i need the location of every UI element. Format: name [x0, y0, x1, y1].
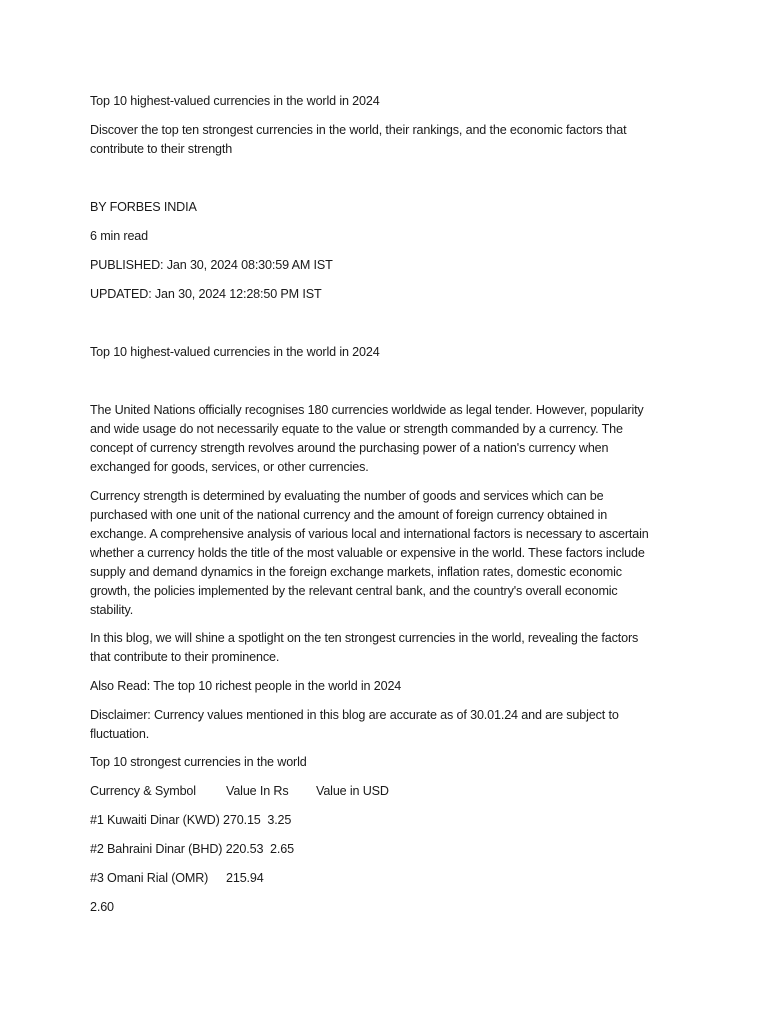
row-currency: #2 Bahraini Dinar (BHD)	[90, 842, 223, 856]
published-timestamp: PUBLISHED: Jan 30, 2024 08:30:59 AM IST	[90, 258, 333, 272]
table-title: Top 10 strongest currencies in the world	[90, 755, 307, 769]
disclaimer-line: Disclaimer: Currency values mentioned in this blog are accurate as of 30.01.24 and are subject to	[90, 708, 619, 722]
paragraph-intro	[90, 401, 670, 477]
table-overflow-value: 2.60	[90, 900, 114, 914]
updated-timestamp: UPDATED: Jan 30, 2024 12:28:50 PM IST	[90, 287, 322, 301]
byline: BY FORBES INDIA	[90, 200, 197, 214]
paragraph-line: growth, the policies implemented by the relevant central bank, and the country's overall economic	[90, 584, 618, 598]
also-read-link[interactable]: Also Read: The top 10 richest people in the world in 2024	[90, 679, 402, 693]
paragraph-line: exchange. A comprehensive analysis of various local and international factors is necessary to ascertain	[90, 527, 649, 541]
paragraph-line: Currency strength is determined by evaluating the number of goods and services which can be	[90, 489, 604, 503]
paragraph-line: exchanged for goods, services, or other currencies.	[90, 460, 369, 474]
paragraph-line: stability.	[90, 603, 134, 617]
row-value-inr: 270.15	[223, 813, 261, 827]
paragraph-line: that contribute to their prominence.	[90, 650, 280, 664]
table-row	[90, 840, 294, 859]
row-value-inr: 215.94	[226, 871, 264, 885]
row-value-usd: 2.65	[270, 842, 294, 856]
header-value-inr: Value In Rs	[226, 784, 289, 798]
article-title: Top 10 highest-valued currencies in the world in 2024	[90, 94, 380, 108]
disclaimer	[90, 706, 670, 744]
header-value-usd: Value in USD	[316, 784, 389, 798]
disclaimer-line: fluctuation.	[90, 727, 150, 741]
section-heading: Top 10 highest-valued currencies in the world in 2024	[90, 345, 380, 359]
read-time: 6 min read	[90, 229, 149, 243]
paragraph-line: In this blog, we will shine a spotlight on the ten strongest currencies in the world, revealing the factors	[90, 631, 639, 645]
paragraph-line: whether a currency holds the title of the most valuable or expensive in the world. These factors include	[90, 546, 645, 560]
paragraph-line: The United Nations officially recognises 180 currencies worldwide as legal tender. However, popularity	[90, 403, 644, 417]
paragraph-blog-intro	[90, 629, 670, 667]
article-subtitle	[90, 121, 670, 159]
table-row	[90, 869, 264, 888]
subtitle-line: Discover the top ten strongest currencies in the world, their rankings, and the economic factors that	[90, 123, 627, 137]
paragraph-line: supply and demand dynamics in the foreign exchange markets, inflation rates, domestic economic	[90, 565, 622, 579]
paragraph-line: purchased with one unit of the national currency and the amount of foreign currency obtained in	[90, 508, 608, 522]
row-currency: #1 Kuwaiti Dinar (KWD)	[90, 813, 220, 827]
paragraph-currency-strength	[90, 487, 670, 620]
row-value-inr: 220.53	[225, 842, 264, 856]
row-currency: #3 Omani Rial (OMR)	[90, 871, 209, 885]
header-currency: Currency & Symbol	[90, 784, 196, 798]
table-header-row	[90, 782, 389, 801]
paragraph-line: concept of currency strength revolves around the purchasing power of a nation's currency when	[90, 441, 609, 455]
subtitle-line: contribute to their strength	[90, 142, 233, 156]
table-row	[90, 811, 291, 830]
paragraph-line: and wide usage do not necessarily equate to the value or strength commanded by a currency. The	[90, 422, 623, 436]
row-value-usd: 3.25	[267, 813, 292, 827]
